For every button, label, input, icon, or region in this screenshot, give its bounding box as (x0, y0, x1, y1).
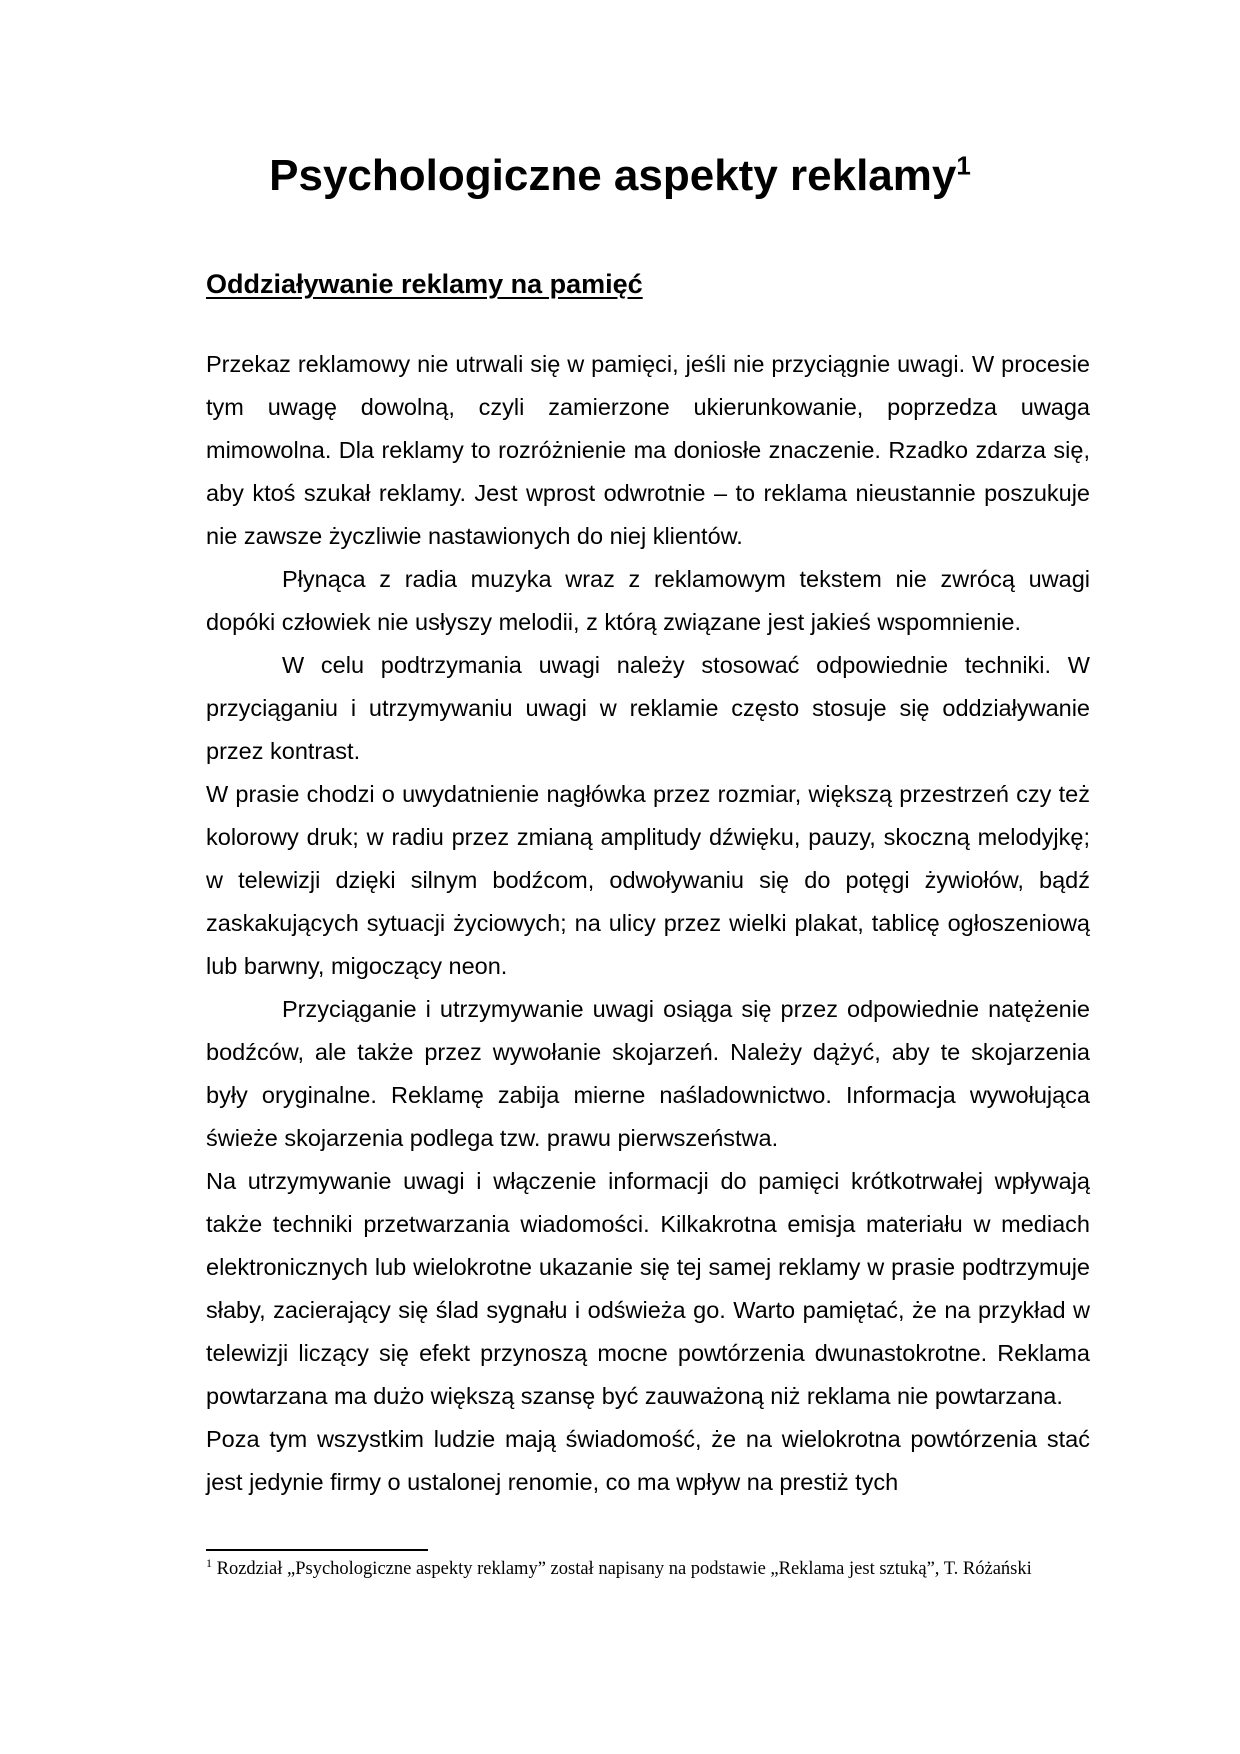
footnote-text: Rozdział „Psychologiczne aspekty reklamy” został napisany na podstawie „Reklama jest sztuką”, T. Różański (212, 1559, 1032, 1579)
paragraph: Płynąca z radia muzyka wraz z reklamowym tekstem nie zwrócą uwagi dopóki człowiek nie usłyszy melodii, z którą związane jest jakieś wspomnienie. (206, 566, 1090, 635)
document-title (0, 148, 1240, 204)
paragraph: Przekaz reklamowy nie utrwali się w pamięci, jeśli nie przyciągnie uwagi. W procesie tym uwagę dowolną, czyli zamierzone ukierunkowanie, poprzedza uwaga mimowolna. Dla reklamy to rozróżnienie ma doniosłe znaczenie. Rzadko zdarza się, aby ktoś szukał reklamy. Jest wprost odwrotnie – to reklama nieustannie poszukuje nie zawsze życzliwie nastawionych do niej klientów. (206, 351, 1090, 549)
paragraph: Poza tym wszystkim ludzie mają świadomość, że na wielokrotna powtórzenia stać jest jedynie firmy o ustalonej renomie, co ma wpływ na prestiż tych (206, 1426, 1090, 1495)
paragraph: W celu podtrzymania uwagi należy stosować odpowiednie techniki. W przyciąganiu i utrzymywaniu uwagi w reklamie często stosuje się oddziaływanie przez kontrast. (206, 652, 1090, 764)
body-text (206, 343, 1090, 1504)
footnote-separator (206, 1549, 428, 1551)
footnote-mark: 1 (206, 1555, 212, 1570)
section-heading: Oddziaływanie reklamy na pamięć (206, 269, 643, 299)
paragraph: W prasie chodzi o uwydatnienie nagłówka przez rozmiar, większą przestrzeń czy też kolorowy druk; w radiu przez zmianą amplitudy dźwięku, pauzy, skoczną melodyjkę; w telewizji dzięki silnym bodźcom, odwoływaniu się do potęgi żywiołów, bądź zaskakujących sytuacji życiowych; na ulicy przez wielki plakat, tablicę ogłoszeniową lub barwny, migoczący neon. (206, 781, 1090, 979)
document-title-text: Psychologiczne aspekty reklamy (269, 151, 957, 200)
paragraph: Na utrzymywanie uwagi i włączenie informacji do pamięci krótkotrwałej wpływają także techniki przetwarzania wiadomości. Kilkakrotna emisja materiału w mediach elektronicznych lub wielokrotne ukazanie się tej samej reklamy w prasie podtrzymuje słaby, zacierający się ślad sygnału i odświeża go. Warto pamiętać, że na przykład w telewizji liczący się efekt przynoszą mocne powtórzenia dwunastokrotne. Reklama powtarzana ma dużo większą szansę być zauważoną niż reklama nie powtarzana. (206, 1168, 1090, 1409)
title-footnote-mark: 1 (956, 150, 971, 181)
paragraph: Przyciąganie i utrzymywanie uwagi osiąga się przez odpowiednie natężenie bodźców, ale także przez wywołanie skojarzeń. Należy dążyć, aby te skojarzenia były oryginalne. Reklamę zabija mierne naśladownictwo. Informacja wywołująca świeże skojarzenia podlega tzw. prawu pierwszeństwa. (206, 996, 1090, 1151)
footnote (206, 1556, 1090, 1583)
